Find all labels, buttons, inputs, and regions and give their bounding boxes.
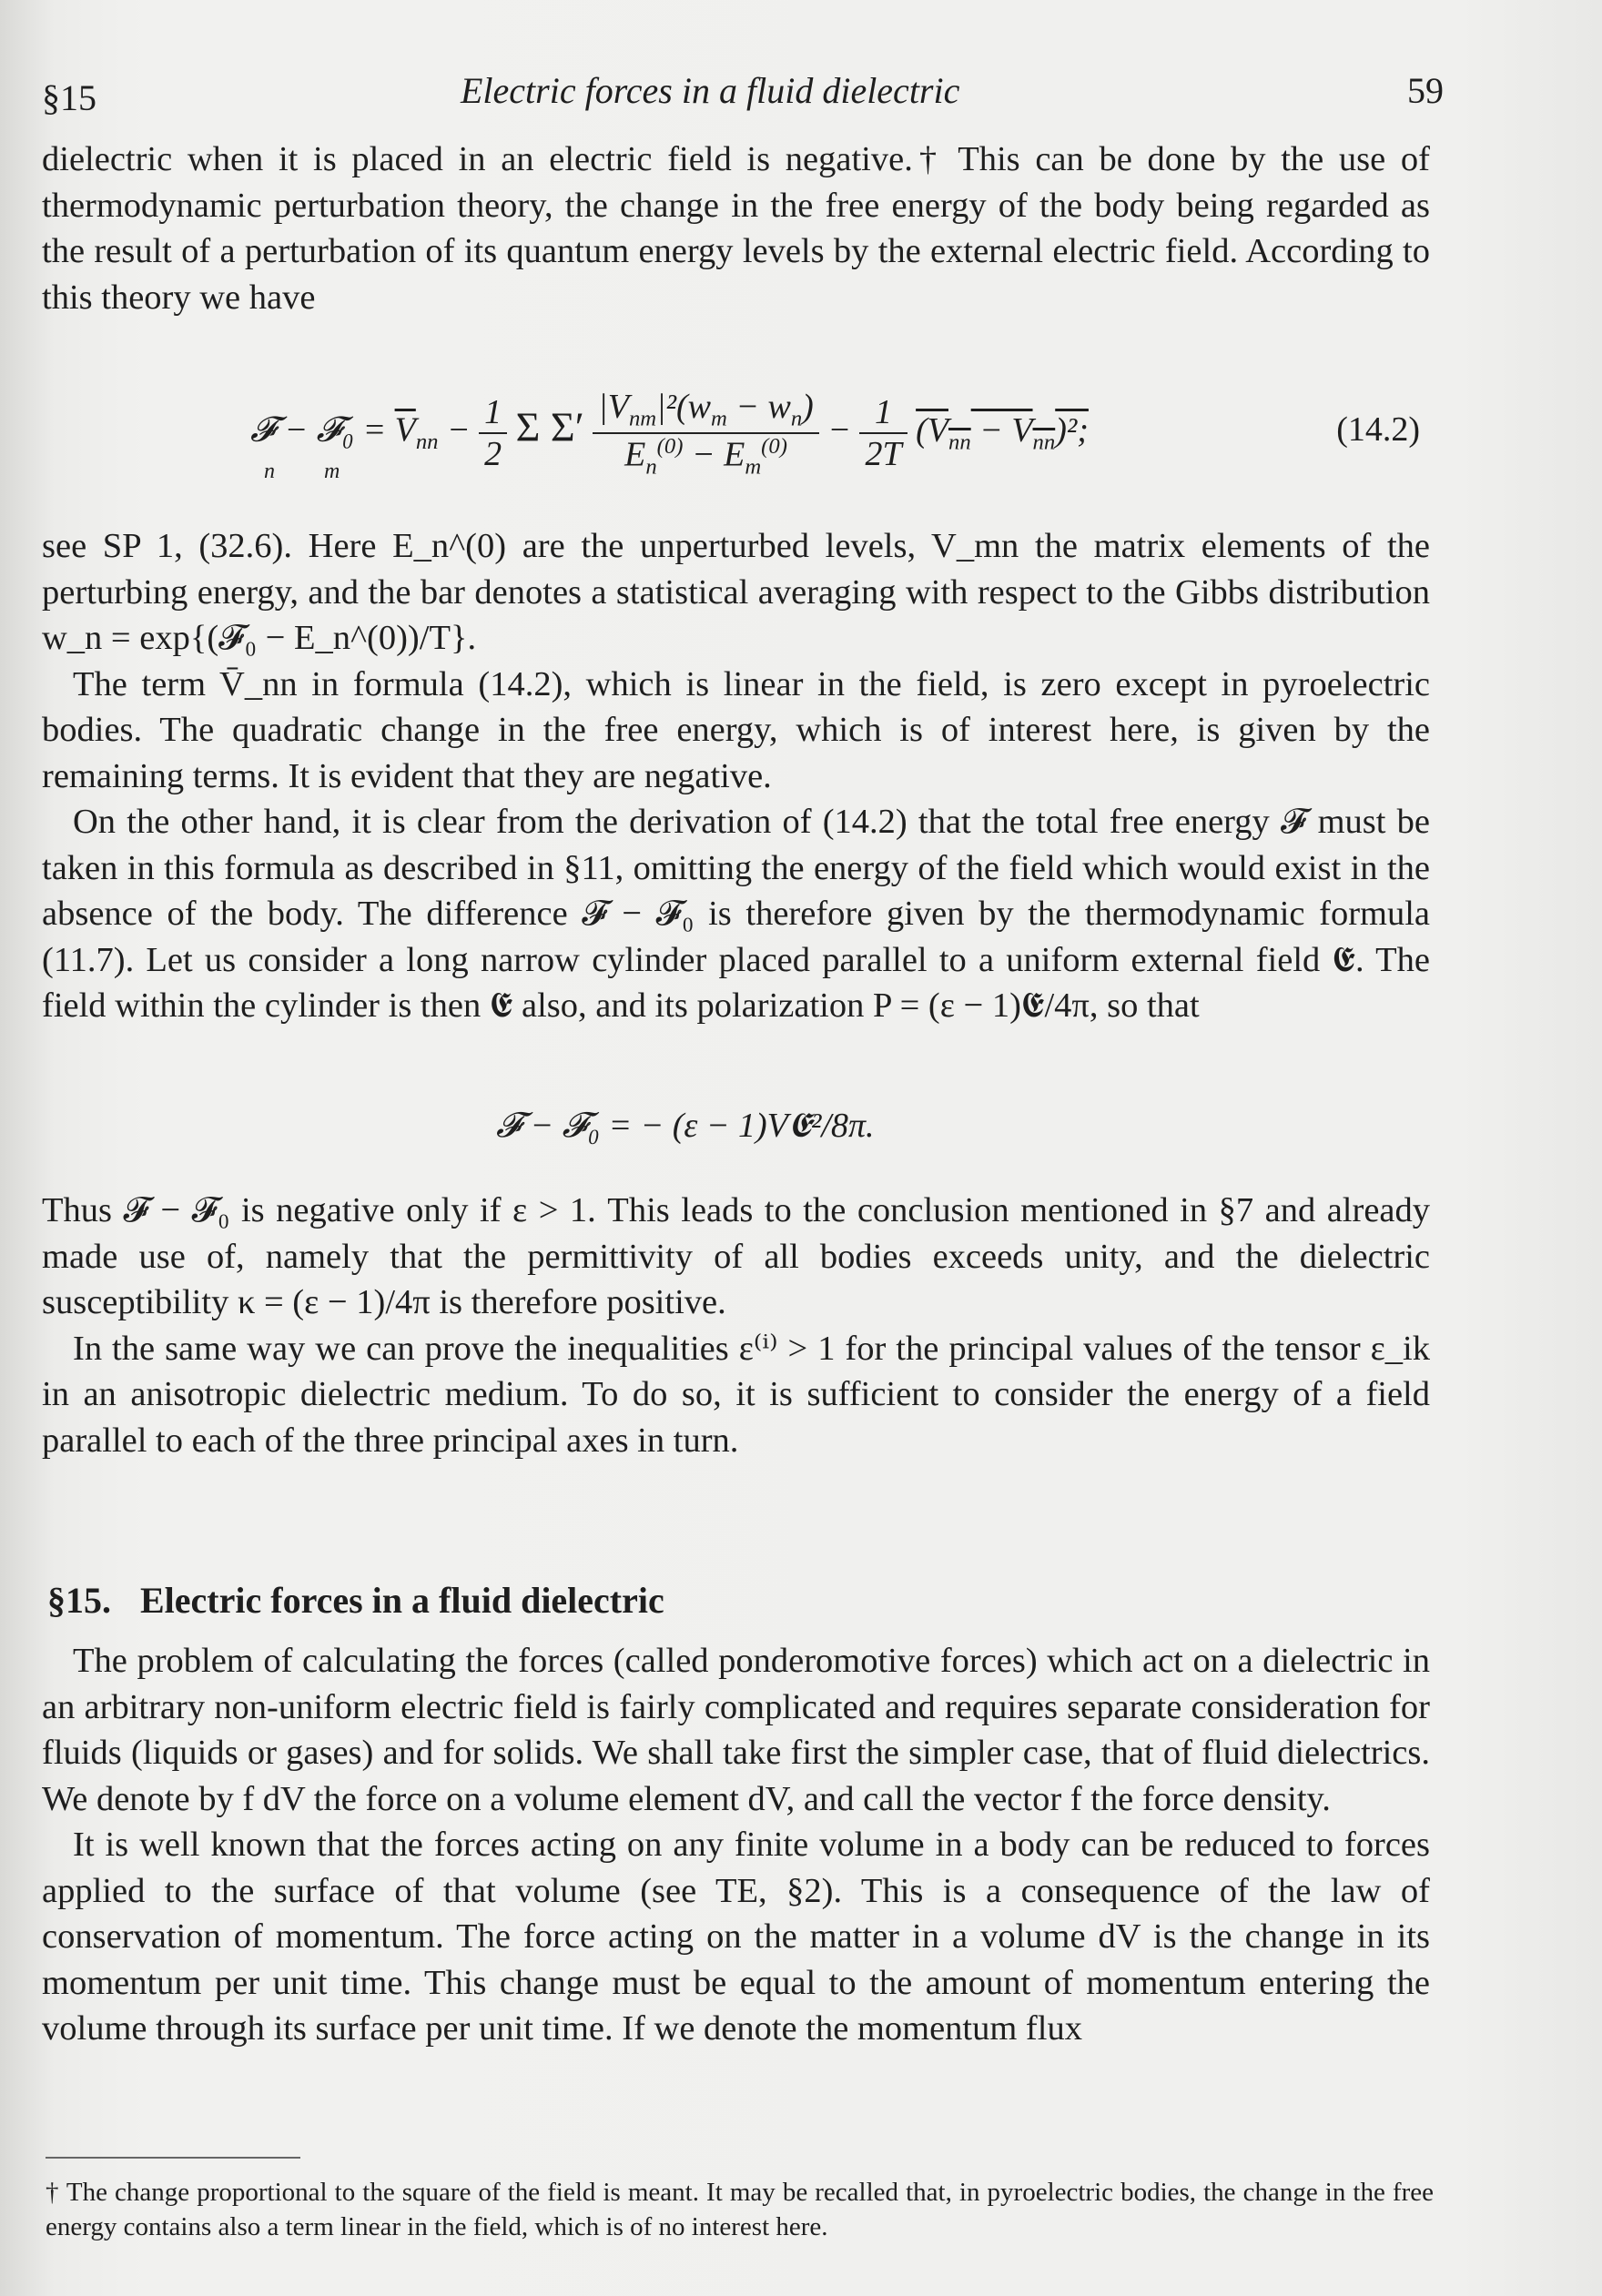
paragraph-definitions: see SP 1, (32.6). Here E_n^(0) are the unperturbed levels, V_mn the matrix elements of the perturbing energy, and the bar denotes a statistical averaging with respect to the Gibbs distribution w_n = exp{(𝓕₀ − E_n^(0))/T}. The term V̄_nn in formula (14.2), which is linear in the field, is zero except in pyroelectric bodies. The quadratic change in the free energy, which is of interest here, is given by the remaining terms. It is evident that they are negative. On the other hand, it is clear from the derivation of (14.2) that the total free energy 𝓕 must be taken in this formula as described in §11, omitting the energy of the field which would exist in the absence of the body. The difference 𝓕 − 𝓕₀ is therefore given by the thermodynamic formula (11.7). Let us consider a long narrow cylinder placed parallel to a uniform external field 𝕰. The field within the cylinder is then 𝕰 also, and its polarization P = (ε − 1)𝕰/4π, so that	[42, 527, 1430, 1025]
header-title: Electric forces in a fluid dielectric	[461, 70, 960, 111]
equation-number: (14.2)	[1336, 410, 1420, 449]
header-section: §15	[42, 77, 96, 118]
fraction-half: $\frac{1}{2}$	[479, 392, 507, 474]
footnote: † The change proportional to the square of the field is meant. It may be recalled that, in pyroelectric bodies, the change in the free energy contains also a term linear in the field, which is of no interest here.	[46, 2178, 1434, 2241]
paragraph-conclusion: Thus 𝓕 − 𝓕₀ is negative only if ε > 1. This leads to the conclusion mentioned in §7 and already made use of, namely that the permittivity of all bodies exceeds unity, and the dielectric susceptibility κ = (ε − 1)/4π is therefore positive. In the same way we can prove the inequalities ε⁽ⁱ⁾ > 1 for the principal values of the tensor ε_ik in an anisotropic dielectric medium. To do so, it is sufficient to consider the energy of a field parallel to each of the three principal axes in turn.	[42, 1191, 1430, 1460]
equation-14-2: 𝓕 − 𝓕₀ = $\overline{V}_{nn}$ − $\frac{1}{2}$ Σ Σ′ $\frac{|V_{nm}|^2(w_m - w_n)}{E_n^{(0)} - E_m^{(0)}}$ − $\frac{1}{2T}$ $(V_{nn} - V_{nn})^2$; n m (14.2)	[250, 388, 1420, 483]
section-heading: §15. Electric forces in a fluid dielectric	[47, 1580, 664, 1621]
sum-indices: n m	[264, 460, 362, 483]
equation-free-energy-cylinder: 𝓕 − 𝓕₀ = − (ε − 1)V𝕰²/8π.	[496, 1107, 875, 1145]
paragraph-intro: dielectric when it is placed in an electric field is negative.† This can be done by the use of thermodynamic perturbation theory, the change in the free energy of the body being regarded as the result of a perturbation of its quantum energy levels by the external electric field. According to this theory we have	[42, 140, 1430, 317]
fraction-main: $\frac{|V_{nm}|^2(w_m - w_n)}{E_n^{(0)} - E_m^{(0)}}$	[593, 387, 819, 480]
paragraph-section-body: The problem of calculating the forces (called ponderomotive forces) which act on a dielectric in an arbitrary non-uniform electric field is fairly complicated and requires separate consideration for fluids (liquids or gases) and for solids. We shall take first the simpler case, that of fluid dielectrics. We denote by f dV the force on a volume element dV, and call the vector f the force density. It is well known that the forces acting on any finite volume in a body can be reduced to forces applied to the surface of that volume (see TE, §2). This is a consequence of the law of conservation of momentum. The force acting on the matter in a volume dV is the change in its momentum per unit time. This change must be equal to the amount of momentum entering the volume through its surface per unit time. If we denote the momentum flux	[42, 1642, 1430, 2048]
page-number: 59	[1407, 70, 1444, 111]
footnote-rule	[46, 2157, 300, 2159]
fraction-one-over-2T: $\frac{1}{2T}$	[859, 392, 907, 474]
running-header	[42, 69, 1444, 124]
